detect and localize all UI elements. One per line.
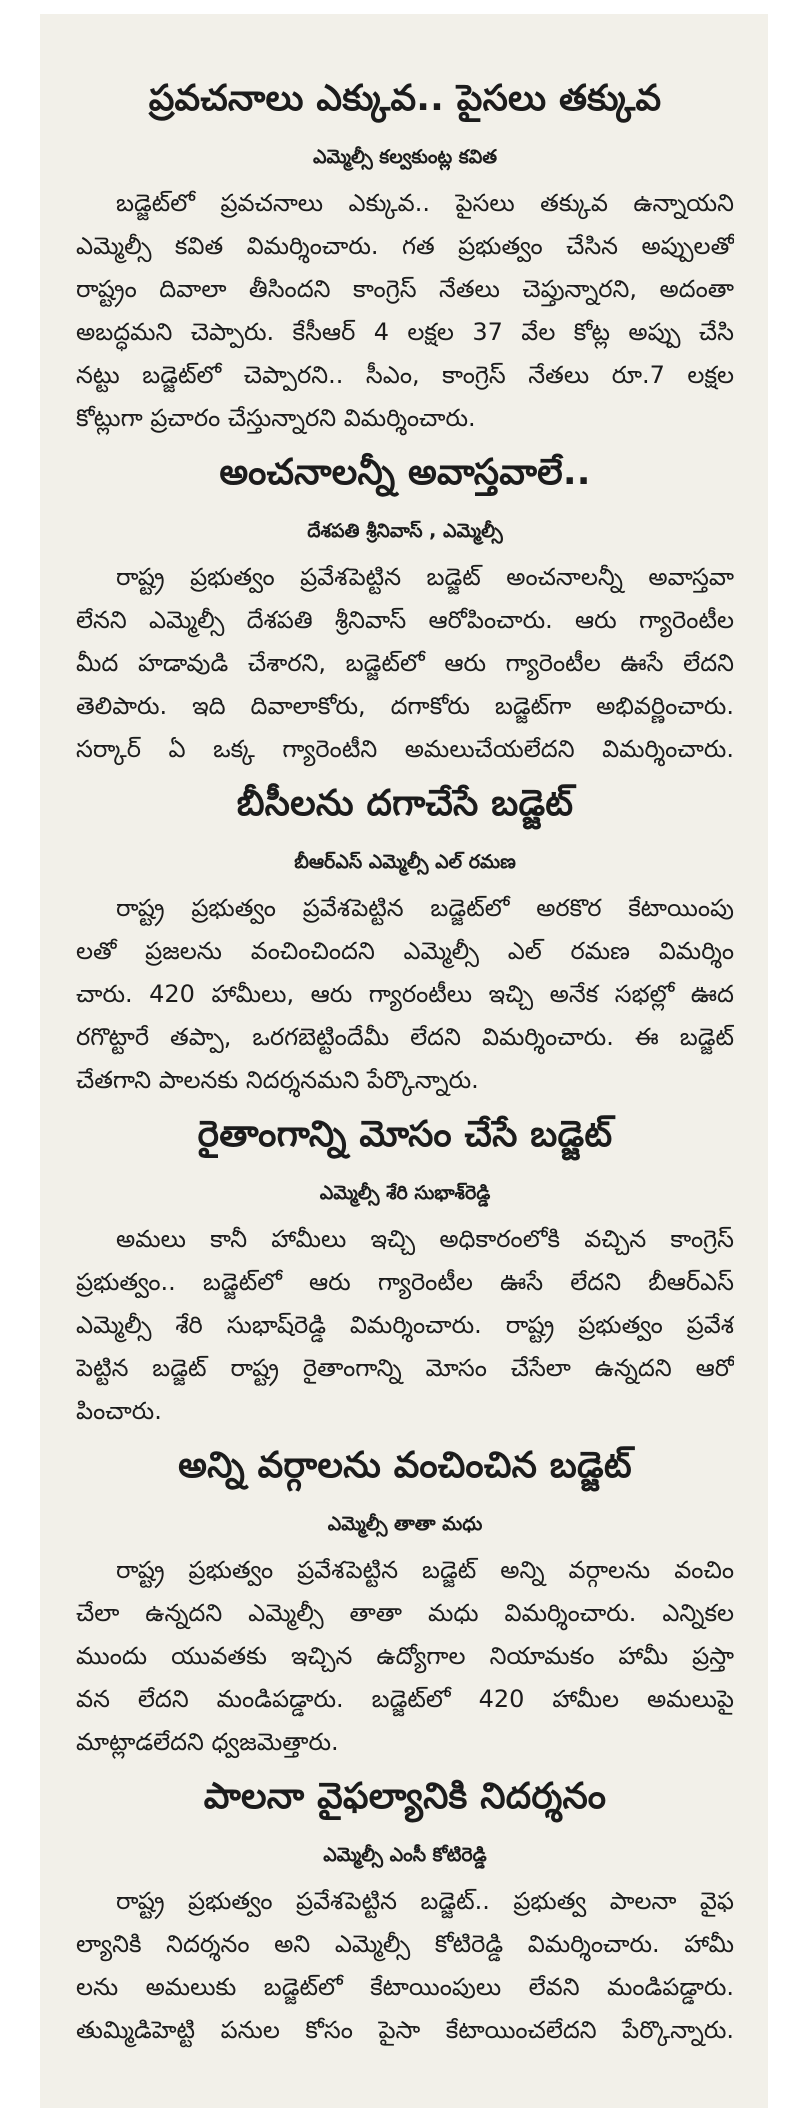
body-line: వన లేదని మండిపడ్డారు. బడ్జెట్‌లో 420 హామీల అమలుపై — [76, 1685, 734, 1713]
story-headline: అన్ని వర్గాలను వంచించిన బడ్జెట్ — [178, 1445, 632, 1486]
body-line: సర్కార్ ఏ ఒక్క గ్యారెంటీని అమలుచేయలేదని విమర్శించారు. — [76, 735, 734, 763]
story-body — [76, 1218, 734, 1433]
story-body — [76, 1549, 734, 1764]
body-line: రాష్ట్ర ప్రభుత్వం ప్రవేశపెట్టిన బడ్జెట్.. ప్రభుత్వ పాలనా వైఫ — [116, 1887, 734, 1915]
body-line: ఎమ్మెల్సీ కవిత విమర్శించారు. గత ప్రభుత్వం చేసిన అప్పులతో — [76, 232, 734, 260]
body-line: మీద హడావుడి చేశారని, బడ్జెట్‌లో ఆరు గ్యారెంటీల ఊసే లేదని — [76, 649, 734, 677]
story-body — [76, 887, 734, 1102]
story-3 — [76, 771, 734, 1102]
body-line: రాష్ట్రం దివాలా తీసిందని కాంగ్రెస్ నేతలు చెప్తున్నారని, అదంతా — [76, 275, 734, 303]
story-body — [76, 182, 734, 440]
body-line: బడ్జెట్‌లో ప్రవచనాలు ఎక్కువ.. పైసలు తక్కువ ఉన్నాయని — [116, 189, 734, 217]
body-line: ముందు యువతకు ఇచ్చిన ఉద్యోగాల నియామకం హామీ ప్రస్తా — [76, 1642, 734, 1670]
story-headline: రైతాంగాన్ని మోసం చేసే బడ్జెట్ — [197, 1114, 613, 1155]
body-line: అమలు కానీ హామీలు ఇచ్చి అధికారంలోకి వచ్చిన కాంగ్రెస్ — [116, 1225, 734, 1253]
newspaper-clipping — [40, 14, 768, 2108]
body-line: మాట్లాడలేదని ధ్వజమెత్తారు. — [76, 1728, 339, 1756]
story-byline: ఎమ్మెల్సీ ఎంసీ కోటిరెడ్డి — [323, 1844, 487, 1866]
story-4 — [76, 1102, 734, 1433]
body-line: చారు. 420 హామీలు, ఆరు గ్యారంటీలు ఇచ్చి అనేక సభల్లో ఊద — [76, 980, 734, 1008]
story-5 — [76, 1433, 734, 1764]
body-line: చేలా ఉన్నదని ఎమ్మెల్సీ తాతా మధు విమర్శించారు. ఎన్నికల — [76, 1599, 734, 1627]
body-line: పెట్టిన బడ్జెట్ రాష్ట్ర రైతాంగాన్ని మోసం చేసేలా ఉన్నదని ఆరో — [76, 1354, 734, 1382]
story-headline: ప్రవచనాలు ఎక్కువ.. పైసలు తక్కువ — [148, 78, 662, 119]
story-2 — [76, 440, 734, 771]
body-line: ల్యానికి నిదర్శనం అని ఎమ్మెల్సీ కోటిరెడ్డి విమర్శించారు. హామీ — [76, 1930, 734, 1958]
body-line: తెలిపారు. ఇది దివాలాకోరు, దగాకోరు బడ్జెట్‌గా అభివర్ణించారు. — [76, 692, 734, 720]
story-body — [76, 556, 734, 771]
story-byline: ఎమ్మెల్సీ కల్వకుంట్ల కవిత — [312, 146, 498, 168]
body-line: ఎమ్మెల్సీ శేరి సుభాష్‌రెడ్డి విమర్శించారు. రాష్ట్ర ప్రభుత్వం ప్రవేశ — [76, 1311, 734, 1339]
story-headline: బీసీలను దగాచేసే బడ్జెట్ — [236, 783, 574, 824]
story-headline: పాలనా వైఫల్యానికి నిదర్శనం — [203, 1776, 607, 1817]
story-1 — [76, 66, 734, 440]
body-line: చేతగాని పాలనకు నిదర్శనమని పేర్కొన్నారు. — [76, 1066, 479, 1094]
story-6 — [76, 1764, 734, 2052]
body-line: నట్టు బడ్జెట్‌లో చెప్పారని.. సీఎం, కాంగ్రెస్ నేతలు రూ.7 లక్షల — [76, 361, 734, 389]
body-line: పించారు. — [76, 1397, 162, 1425]
body-line: కోట్లుగా ప్రచారం చేస్తున్నారని విమర్శించారు. — [76, 404, 476, 432]
body-line: లతో ప్రజలను వంచించిందని ఎమ్మెల్సీ ఎల్ రమణ విమర్శిం — [76, 937, 734, 965]
story-byline: ఎమ్మెల్సీ శేరి సుభాశ్‌రెడ్డి — [319, 1182, 491, 1204]
body-line: రాష్ట్ర ప్రభుత్వం ప్రవేశపెట్టిన బడ్జెట్‌లో అరకొర కేటాయింపు — [116, 894, 734, 922]
body-line: రాష్ట్ర ప్రభుత్వం ప్రవేశపెట్టిన బడ్జెట్ అంచనాలన్నీ అవాస్తవా — [116, 563, 734, 591]
body-line: రాష్ట్ర ప్రభుత్వం ప్రవేశపెట్టిన బడ్జెట్ అన్ని వర్గాలను వంచిం — [116, 1556, 734, 1584]
body-line: తుమ్మిడిహెట్టి పనుల కోసం పైసా కేటాయించలేదని పేర్కొన్నారు. — [76, 2016, 734, 2044]
story-headline: అంచనాలన్నీ అవాస్తవాలే.. — [219, 452, 591, 493]
body-line: లను అమలుకు బడ్జెట్‌లో కేటాయింపులు లేవని మండిపడ్డారు. — [76, 1973, 734, 2001]
story-byline: దేశపతి శ్రీనివాస్ , ఎమ్మెల్సీ — [307, 520, 503, 542]
body-line: ప్రభుత్వం.. బడ్జెట్‌లో ఆరు గ్యారెంటీల ఊసే లేదని బీఆర్ఎస్ — [76, 1268, 734, 1296]
story-byline: ఎమ్మెల్సీ తాతా మధు — [327, 1513, 483, 1535]
body-line: అబద్ధమని చెప్పారు. కేసీఆర్ 4 లక్షల 37 వేల కోట్ల అప్పు చేసి — [76, 318, 734, 346]
story-byline: బీఆర్ఎస్ ఎమ్మెల్సీ ఎల్ రమణ — [294, 851, 516, 873]
body-line: లేనని ఎమ్మెల్సీ దేశపతి శ్రీనివాస్ ఆరోపించారు. ఆరు గ్యారెంటీల — [76, 606, 734, 634]
body-line: రగొట్టారే తప్పా, ఒరగబెట్టిందేమీ లేదని విమర్శించారు. ఈ బడ్జెట్ — [76, 1023, 734, 1051]
story-body — [76, 1880, 734, 2052]
